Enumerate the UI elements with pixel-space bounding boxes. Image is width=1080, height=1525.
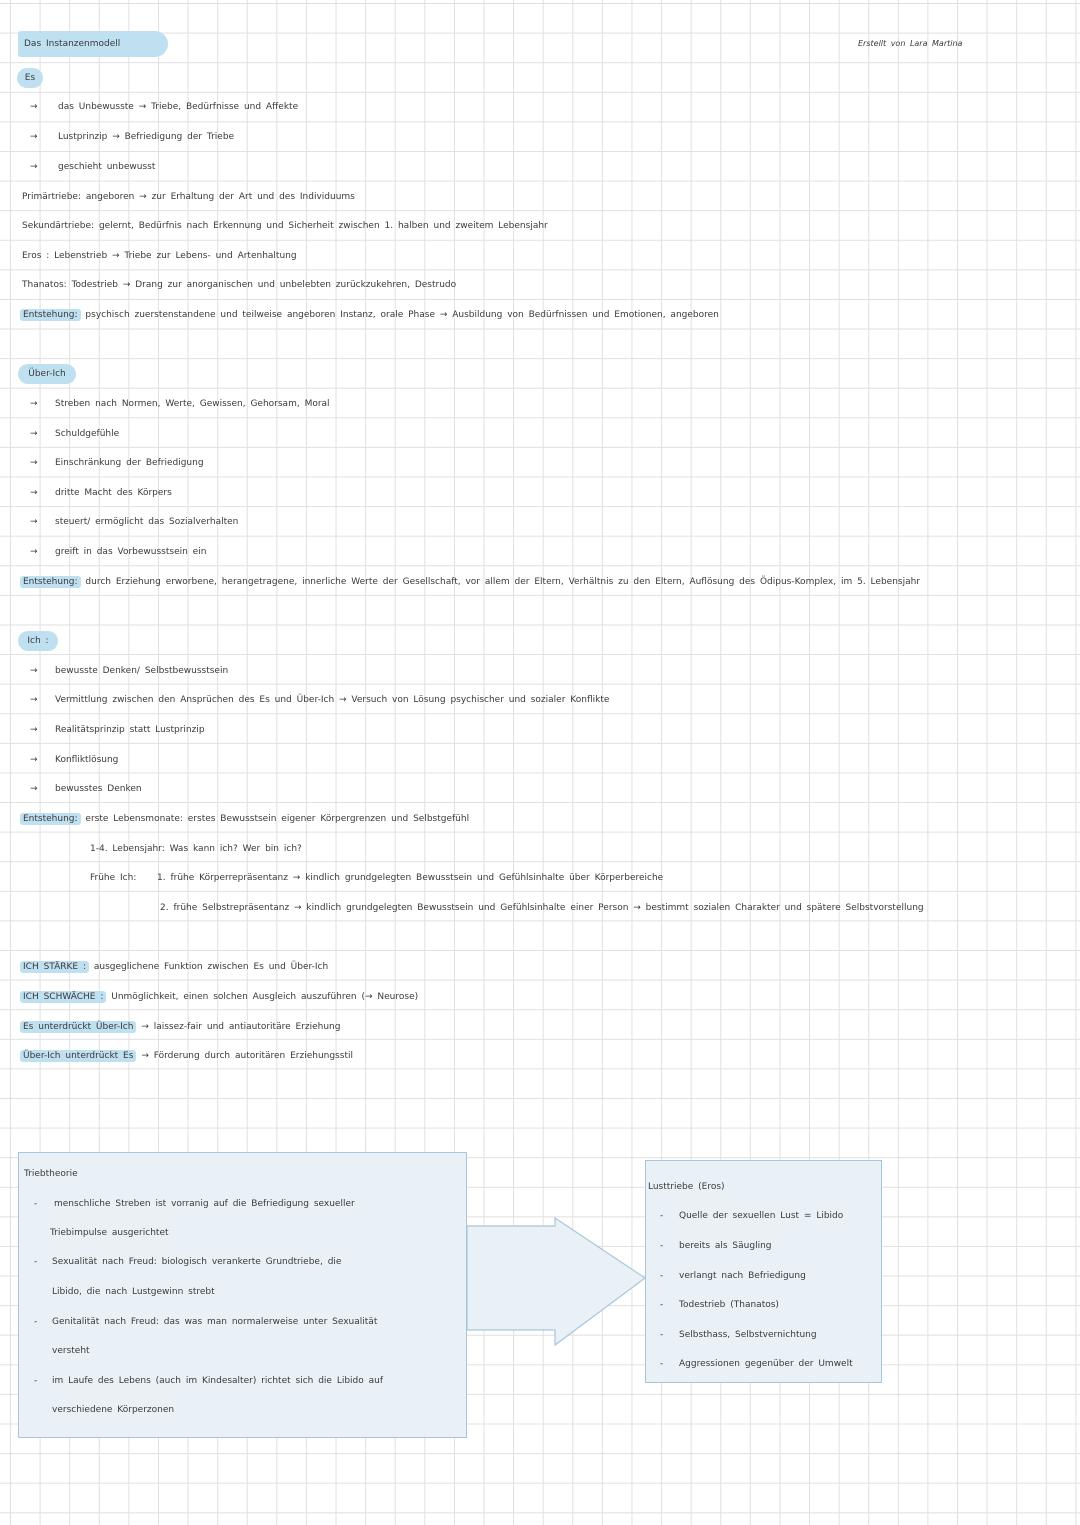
bullet-arrow: → bbox=[30, 102, 38, 112]
es-unterdrueckt-ueber-ich bbox=[20, 1020, 340, 1034]
origin-text: erste Lebensmonate: erstes Bewusstsein eigener Körpergrenzen und Selbstgefühl bbox=[85, 814, 470, 824]
bullet-arrow: → bbox=[30, 695, 38, 705]
lusttriebe-item: Quelle der sexuellen Lust = Libido bbox=[679, 1211, 844, 1221]
ich-point: bewusste Denken/ Selbstbewusstsein bbox=[55, 666, 229, 676]
es-term-thanatos bbox=[22, 278, 456, 292]
bullet-arrow: → bbox=[30, 458, 38, 468]
ueber-ich-point: Einschränkung der Befriedigung bbox=[55, 458, 204, 468]
ich-point: Vermittlung zwischen den Ansprüchen des Es und Über-Ich → Versuch von Lösung psychischer und sozialer Konflikte bbox=[55, 695, 610, 705]
bullet-dash: - bbox=[34, 1317, 38, 1327]
ueber-ich-point: Schuldgefühle bbox=[55, 429, 120, 439]
section-label-ich: Ich : bbox=[18, 631, 58, 651]
balance-text: ausgeglichene Funktion zwischen Es und Über-Ich bbox=[93, 962, 329, 972]
ueber-ich-origin bbox=[20, 575, 920, 589]
origin-text: durch Erziehung erworbene, herangetragene, innerliche Werte der Gesellschaft, vor allem der Eltern, Verhältnis zu den Eltern, Auflösung des Ödipus-Komplex, im 5. Lebensjahr bbox=[85, 577, 921, 587]
section-label-ueber-ich: Über-Ich bbox=[18, 364, 76, 384]
triebtheorie-item-line: Sexualität nach Freud: biologisch verankerte Grundtriebe, die bbox=[52, 1257, 342, 1267]
es-point: Lustprinzip → Befriedigung der Triebe bbox=[58, 132, 235, 142]
balance-text: → laissez-fair und antiautoritäre Erziehung bbox=[141, 1022, 341, 1032]
triebtheorie-item-line: Libido, die nach Lustgewinn strebt bbox=[52, 1287, 215, 1297]
page-title: Das Instanzenmodell bbox=[18, 31, 168, 57]
bullet-arrow: → bbox=[30, 429, 38, 439]
early-ich-label: Frühe Ich: bbox=[90, 873, 137, 883]
bullet-dash: - bbox=[660, 1211, 664, 1221]
bullet-dash: - bbox=[660, 1359, 664, 1369]
origin-text: psychisch zuerstenstandene und teilweise angeboren Instanz, orale Phase → Ausbildung von Bedürfnissen und Emotionen, angeboren bbox=[85, 310, 719, 320]
term-text: gelernt, Bedürfnis nach Erkennung und Sicherheit zwischen 1. halben und zweitem Lebensjahr bbox=[98, 221, 548, 231]
bullet-arrow: → bbox=[30, 666, 38, 676]
bullet-arrow: → bbox=[30, 132, 38, 142]
ueber-ich-point: steuert/ ermöglicht das Sozialverhalten bbox=[55, 517, 239, 527]
term-text: angeboren → zur Erhaltung der Art und des Individuums bbox=[85, 192, 355, 202]
author-note: Erstellt von Lara Martina bbox=[858, 39, 963, 48]
origin-label: Entstehung: bbox=[20, 813, 81, 825]
ueber-ich-point: Streben nach Normen, Werte, Gewissen, Gehorsam, Moral bbox=[55, 399, 330, 409]
arrow-connector-shape bbox=[467, 1218, 645, 1345]
triebtheorie-item-line: verschiedene Körperzonen bbox=[52, 1405, 175, 1415]
term-label: Eros : bbox=[22, 251, 50, 261]
lusttriebe-title: Lusttriebe (Eros) bbox=[648, 1182, 725, 1192]
term-label: Thanatos: bbox=[22, 280, 67, 290]
bullet-dash: - bbox=[660, 1330, 664, 1340]
triebtheorie-item-line: Triebimpulse ausgerichtet bbox=[50, 1228, 169, 1238]
balance-label: ICH STÄRKE : bbox=[20, 961, 89, 973]
balance-label: Es unterdrückt Über-Ich bbox=[20, 1021, 136, 1033]
es-point: das Unbewusste → Triebe, Bedürfnisse und Affekte bbox=[58, 102, 299, 112]
es-term-eros bbox=[22, 249, 297, 263]
ich-schwaeche bbox=[20, 990, 418, 1004]
bullet-arrow: → bbox=[30, 488, 38, 498]
bullet-arrow: → bbox=[30, 755, 38, 765]
triebtheorie-item-line: Genitalität nach Freud: das was man normalerweise unter Sexualität bbox=[52, 1317, 378, 1327]
ich-point: bewusstes Denken bbox=[55, 784, 142, 794]
triebtheorie-item-line: versteht bbox=[52, 1346, 90, 1356]
term-text: Todestrieb → Drang zur anorganischen und unbelebten zurückzukehren, Destrudo bbox=[71, 280, 457, 290]
origin-label: Entstehung: bbox=[20, 576, 81, 588]
bullet-arrow: → bbox=[30, 547, 38, 557]
ich-origin bbox=[20, 812, 469, 826]
term-label: Sekundärtriebe: bbox=[22, 221, 95, 231]
bullet-dash: - bbox=[34, 1199, 38, 1209]
triebtheorie-item-line: im Laufe des Lebens (auch im Kindesalter) richtet sich die Libido auf bbox=[52, 1376, 384, 1386]
bullet-dash: - bbox=[660, 1271, 664, 1281]
bullet-arrow: → bbox=[30, 725, 38, 735]
lusttriebe-item: Aggressionen gegenüber der Umwelt bbox=[679, 1359, 853, 1369]
bullet-dash: - bbox=[34, 1376, 38, 1386]
early-ich-item: 1. frühe Körperrepräsentanz → kindlich grundgelegten Bewusstsein und Gefühlsinhalte über Körperbereiche bbox=[157, 873, 664, 883]
bullet-dash: - bbox=[660, 1241, 664, 1251]
early-ich-item: 2. frühe Selbstrepräsentanz → kindlich grundgelegten Bewusstsein und Gefühlsinhalte einer Person → bestimmt sozialen Charakter und spätere Selbstvorstellung bbox=[160, 903, 924, 913]
term-label: Primärtriebe: bbox=[22, 192, 82, 202]
ueber-ich-unterdrueckt-es bbox=[20, 1049, 353, 1063]
es-term-sekundaertriebe bbox=[22, 219, 548, 233]
es-point: geschieht unbewusst bbox=[58, 162, 156, 172]
lusttriebe-item: Selbsthass, Selbstvernichtung bbox=[679, 1330, 817, 1340]
triebtheorie-item-line: menschliche Streben ist vorranig auf die Befriedigung sexueller bbox=[54, 1199, 355, 1209]
ich-point: Konfliktlösung bbox=[55, 755, 119, 765]
balance-text: Unmöglichkeit, einen solchen Ausgleich auszuführen (→ Neurose) bbox=[111, 992, 419, 1002]
es-term-primaertriebe bbox=[22, 190, 355, 204]
section-label-es: Es bbox=[17, 68, 43, 88]
term-text: Lebenstrieb → Triebe zur Lebens- und Artenhaltung bbox=[54, 251, 297, 261]
ich-age-line: 1-4. Lebensjahr: Was kann ich? Wer bin ich? bbox=[90, 844, 302, 854]
ueber-ich-point: greift in das Vorbewusstsein ein bbox=[55, 547, 207, 557]
es-origin bbox=[20, 308, 719, 322]
lusttriebe-item: bereits als Säugling bbox=[679, 1241, 772, 1251]
ich-staerke bbox=[20, 960, 328, 974]
origin-label: Entstehung: bbox=[20, 309, 81, 321]
lusttriebe-item: Todestrieb (Thanatos) bbox=[679, 1300, 779, 1310]
balance-text: → Förderung durch autoritären Erziehungsstil bbox=[141, 1051, 353, 1061]
bullet-arrow: → bbox=[30, 399, 38, 409]
bullet-arrow: → bbox=[30, 784, 38, 794]
balance-label: Über-Ich unterdrückt Es bbox=[20, 1050, 136, 1062]
bullet-arrow: → bbox=[30, 517, 38, 527]
ueber-ich-point: dritte Macht des Körpers bbox=[55, 488, 172, 498]
lusttriebe-item: verlangt nach Befriedigung bbox=[679, 1271, 806, 1281]
bullet-dash: - bbox=[34, 1257, 38, 1267]
triebtheorie-title: Triebtheorie bbox=[24, 1169, 78, 1179]
ich-point: Realitätsprinzip statt Lustprinzip bbox=[55, 725, 205, 735]
bullet-dash: - bbox=[660, 1300, 664, 1310]
bullet-arrow: → bbox=[30, 162, 38, 172]
balance-label: ICH SCHWÄCHE : bbox=[20, 991, 106, 1003]
